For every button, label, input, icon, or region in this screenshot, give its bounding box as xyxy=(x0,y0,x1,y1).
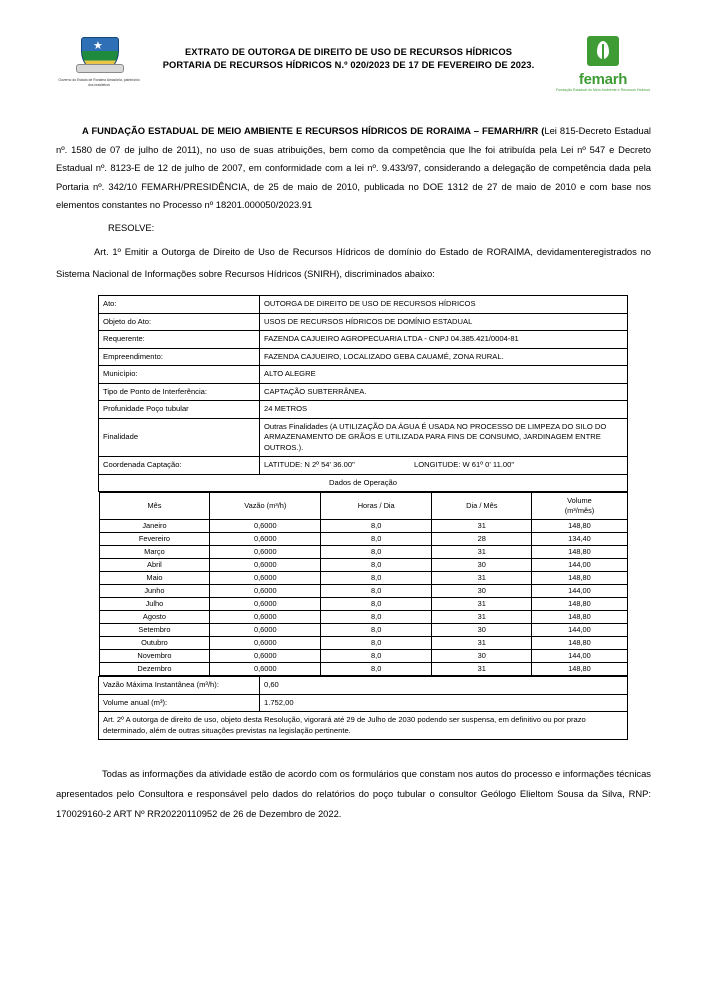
document-title-line1: EXTRATO DE OUTORGA DE DIREITO DE USO DE RECURSOS HÍDRICOS xyxy=(185,47,512,57)
operations-header-row xyxy=(99,493,627,520)
ops-cell-dias: 31 xyxy=(432,520,532,533)
ops-cell-dias: 31 xyxy=(432,611,532,624)
ops-cell-vazao: 0,6000 xyxy=(210,533,321,546)
intro-paragraph xyxy=(56,122,651,215)
table-row xyxy=(99,348,628,366)
ops-cell-dias: 30 xyxy=(432,624,532,637)
article-1-paragraph xyxy=(56,241,651,285)
ops-cell-volume: 148,80 xyxy=(532,637,627,650)
ops-header-dia-mes: Dia / Mês xyxy=(432,493,532,520)
table-row xyxy=(99,663,627,676)
resolve-line: RESOLVE: xyxy=(108,221,155,233)
table-row-volume-anual xyxy=(99,694,628,712)
table-row xyxy=(99,546,627,559)
coordenada-latitude: LATITUDE: N 2º 54' 36.00" xyxy=(264,460,355,469)
table-row xyxy=(99,401,628,419)
row-value-coordenada xyxy=(260,457,628,475)
ops-cell-mes: Agosto xyxy=(99,611,210,624)
ops-cell-vazao: 0,6000 xyxy=(210,572,321,585)
table-row xyxy=(99,331,628,349)
row-label-coordenada: Coordenada Captação: xyxy=(99,457,260,475)
ops-cell-mes: Janeiro xyxy=(99,520,210,533)
intro-bold-lead: A FUNDAÇÃO ESTADUAL DE MEIO AMBIENTE E RECURSOS HÍDRICOS DE RORAIMA – FEMARH/RR ( xyxy=(82,125,545,136)
ops-cell-dias: 28 xyxy=(432,533,532,546)
ops-cell-horas: 8,0 xyxy=(321,520,432,533)
ops-cell-dias: 31 xyxy=(432,572,532,585)
ops-cell-mes: Março xyxy=(99,546,210,559)
ops-cell-volume: 148,80 xyxy=(532,598,627,611)
row-value-objeto: USOS DE RECURSOS HÍDRICOS DE DOMÍNIO ESTADUAL xyxy=(260,313,628,331)
outorga-table-wrapper xyxy=(98,295,628,740)
table-row xyxy=(99,313,628,331)
ops-cell-dias: 31 xyxy=(432,598,532,611)
row-value-empreendimento: FAZENDA CAJUEIRO, LOCALIZADO GEBA CAUAMÉ, ZONA RURAL. xyxy=(260,348,628,366)
ops-cell-dias: 30 xyxy=(432,559,532,572)
operations-table xyxy=(99,492,628,676)
government-logo-caption: Governo do Estado de Roraima Amazônia, patrimônio dos brasileiros xyxy=(58,78,140,87)
ops-cell-mes: Setembro xyxy=(99,624,210,637)
row-value-tipo-ponto: CAPTAÇÃO SUBTERRÂNEA. xyxy=(260,383,628,401)
row-label-objeto: Objeto do Ato: xyxy=(99,313,260,331)
ops-header-vazao: Vazão (m³/h) xyxy=(210,493,321,520)
ops-header-volume-line1: Volume xyxy=(567,496,592,505)
ops-cell-horas: 8,0 xyxy=(321,663,432,676)
outorga-table xyxy=(98,295,628,740)
ops-cell-volume: 144,00 xyxy=(532,650,627,663)
row-label-profundidade: Profunidade Poço tubular xyxy=(99,401,260,419)
row-value-requerente: FAZENDA CAJUEIRO AGROPECUARIA LTDA - CNPJ 04.385.421/0004-81 xyxy=(260,331,628,349)
ops-header-volume xyxy=(532,493,627,520)
footer-paragraph xyxy=(56,764,651,824)
ops-cell-horas: 8,0 xyxy=(321,559,432,572)
row-value-vazao-maxima: 0,60 xyxy=(260,677,628,695)
ops-cell-dias: 30 xyxy=(432,650,532,663)
row-value-ato: OUTORGA DE DIREITO DE USO DE RECURSOS HÍDRICOS xyxy=(260,296,628,314)
row-label-requerente: Requerente: xyxy=(99,331,260,349)
ops-cell-mes: Dezembro xyxy=(99,663,210,676)
coordenada-longitude: LONGITUDE: W 61º 0' 11.00" xyxy=(414,460,515,469)
table-row xyxy=(99,383,628,401)
ops-cell-vazao: 0,6000 xyxy=(210,611,321,624)
footer-paragraph-text: Todas as informações da atividade estão de acordo com os formulários que constam nos autos do processo e informações técnicas apresentados pelo Consultora e responsável pelo dados do relatórios do poço tubular o consultor Geólogo Elieltom Sousa da Silva, RNP: 170029160-2 ART Nº RR20220110952 de 26 de Dezembro de 2022. xyxy=(56,768,651,819)
row-label-tipo-ponto: Tipo de Ponto de Interferência: xyxy=(99,383,260,401)
ops-cell-horas: 8,0 xyxy=(321,572,432,585)
table-row xyxy=(99,624,627,637)
ops-cell-mes: Maio xyxy=(99,572,210,585)
ops-cell-horas: 8,0 xyxy=(321,546,432,559)
ops-cell-vazao: 0,6000 xyxy=(210,585,321,598)
table-row xyxy=(99,650,627,663)
ops-cell-vazao: 0,6000 xyxy=(210,546,321,559)
ops-cell-horas: 8,0 xyxy=(321,624,432,637)
ops-cell-horas: 8,0 xyxy=(321,611,432,624)
table-row xyxy=(99,572,627,585)
ops-cell-vazao: 0,6000 xyxy=(210,624,321,637)
row-value-municipio: ALTO ALEGRE xyxy=(260,366,628,384)
ops-cell-mes: Abril xyxy=(99,559,210,572)
ops-cell-volume: 144,00 xyxy=(532,624,627,637)
row-value-volume-anual: 1.752,00 xyxy=(260,694,628,712)
ops-cell-volume: 148,80 xyxy=(532,611,627,624)
ops-cell-mes: Julho xyxy=(99,598,210,611)
ops-cell-horas: 8,0 xyxy=(321,650,432,663)
document-title-line2: PORTARIA DE RECURSOS HÍDRICOS N.º 020/2023 DE 17 DE FEVEREIRO DE 2023. xyxy=(162,60,535,70)
row-label-vazao-maxima: Vazão Máxima Instantânea (m³/h): xyxy=(99,677,260,695)
intro-rest: Lei 815-Decreto Estadual nº. 1580 de 07 de julho de 2011), no uso de suas atribuições, bem como da competência que lhe foi atribuída pela Lei nº 547 e Decreto Estadual nº. 8123-E de 12 de julho de 2007, em conformidade com a lei nº. 9.433/97, considerando a delegação de competência dada pela Portaria nº. 342/10 FEMARH/PRESIDÊNCIA, de 25 de maio de 2010, publicada no DOE 1312 de 27 de maio de 2010 e com base nos elementos constantes no Processo nº 18201.000050/2023.91 xyxy=(56,125,651,210)
ops-cell-mes: Novembro xyxy=(99,650,210,663)
document-header xyxy=(56,34,651,100)
table-row-dados-operacao-title xyxy=(99,474,628,492)
ops-cell-volume: 144,00 xyxy=(532,559,627,572)
table-row xyxy=(99,520,627,533)
table-row-vazao-maxima xyxy=(99,677,628,695)
row-label-empreendimento: Empreendimento: xyxy=(99,348,260,366)
table-row-operations xyxy=(99,492,628,677)
row-label-finalidade: Finalidade xyxy=(99,418,260,457)
ops-cell-dias: 31 xyxy=(432,637,532,650)
table-row xyxy=(99,585,627,598)
table-row xyxy=(99,598,627,611)
operations-table-cell xyxy=(99,492,628,677)
femarh-logo xyxy=(555,34,651,93)
femarh-logo-word: femarh xyxy=(578,71,628,88)
ops-cell-dias: 31 xyxy=(432,546,532,559)
article-1-text: Art. 1º Emitir a Outorga de Direito de Uso de Recursos Hídricos de domínio do Estado de RORAIMA, devidamenteregistrados no Sistema Nacional de Informações sobre Recursos Hídricos (SNIRH), discriminados abaixo: xyxy=(56,246,651,279)
table-row xyxy=(99,418,628,457)
ops-cell-mes: Junho xyxy=(99,585,210,598)
document-title-block xyxy=(142,34,555,72)
coat-of-arms-icon: ★ xyxy=(76,34,122,76)
ops-cell-dias: 31 xyxy=(432,663,532,676)
ops-cell-vazao: 0,6000 xyxy=(210,663,321,676)
ops-cell-horas: 8,0 xyxy=(321,533,432,546)
ops-cell-volume: 148,80 xyxy=(532,520,627,533)
table-row xyxy=(99,533,627,546)
ops-cell-vazao: 0,6000 xyxy=(210,598,321,611)
ops-cell-dias: 30 xyxy=(432,585,532,598)
row-value-finalidade: Outras Finalidades (A UTILIZAÇÃO DA ÁGUA É USADA NO PROCESSO DE LIMPEZA DO SILO DO ARMAZENAMENTO DE GRÃOS E UTILIZADA PARA FINS DE CONSUMO, JARDINAGEM ENTRE OUTROS.). xyxy=(260,418,628,457)
ops-cell-vazao: 0,6000 xyxy=(210,520,321,533)
table-row-coordenada xyxy=(99,457,628,475)
table-row xyxy=(99,296,628,314)
femarh-logo-subtitle: Fundação Estadual do Meio Ambiente e Recursos Hídricos xyxy=(555,88,651,92)
ops-cell-volume: 148,80 xyxy=(532,663,627,676)
leaf-icon xyxy=(585,36,621,70)
ops-cell-volume: 134,40 xyxy=(532,533,627,546)
row-label-ato: Ato: xyxy=(99,296,260,314)
table-row xyxy=(99,559,627,572)
ops-header-volume-line2: (m³/mês) xyxy=(564,506,595,515)
article-2-text: Art. 2º A outorga de direito de uso, objeto desta Resolução, vigorará até 29 de Julho de 2030 podendo ser suspensa, em definitivo ou por prazo determinado, além de outras situações previstas na legislação pertinente. xyxy=(99,712,628,740)
ops-cell-vazao: 0,6000 xyxy=(210,650,321,663)
table-row-article-2 xyxy=(99,712,628,740)
ops-cell-vazao: 0,6000 xyxy=(210,559,321,572)
ops-cell-volume: 144,00 xyxy=(532,585,627,598)
ops-cell-horas: 8,0 xyxy=(321,637,432,650)
row-value-profundidade: 24 METROS xyxy=(260,401,628,419)
ops-cell-horas: 8,0 xyxy=(321,598,432,611)
table-row xyxy=(99,366,628,384)
government-logo xyxy=(56,34,142,88)
ops-cell-vazao: 0,6000 xyxy=(210,637,321,650)
ops-cell-horas: 8,0 xyxy=(321,585,432,598)
ops-cell-mes: Outubro xyxy=(99,637,210,650)
ops-header-horas-dia: Horas / Dia xyxy=(321,493,432,520)
row-label-volume-anual: Volume anual (m³): xyxy=(99,694,260,712)
row-label-municipio: Município: xyxy=(99,366,260,384)
ops-cell-volume: 148,80 xyxy=(532,572,627,585)
table-row xyxy=(99,611,627,624)
ops-cell-volume: 148,80 xyxy=(532,546,627,559)
table-row xyxy=(99,637,627,650)
ops-cell-mes: Fevereiro xyxy=(99,533,210,546)
ops-header-mes: Mês xyxy=(99,493,210,520)
dados-operacao-title: Dados de Operação xyxy=(99,474,628,492)
